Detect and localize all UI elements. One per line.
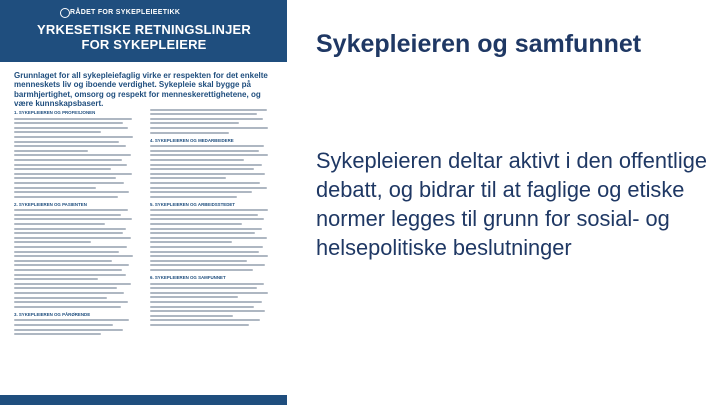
guidelines-poster-image — [0, 0, 287, 405]
poster-section-heading: 3. SYKEPLEIEREN OG PÅRØRENDE — [14, 311, 91, 317]
poster-title-line-1: YRKESETISKE RETNINGSLINJER — [37, 22, 251, 37]
poster-columns — [14, 106, 276, 396]
organization-logo-icon — [60, 8, 70, 18]
poster-title — [6, 22, 282, 52]
poster-section-heading: 2. SYKEPLEIEREN OG PASIENTEN — [14, 201, 87, 207]
poster-column-right — [150, 106, 274, 326]
poster-organization: RÅDET FOR SYKEPLEIEETIKK — [70, 9, 181, 16]
poster-section-heading: 5. SYKEPLEIEREN OG ARBEIDSSTEDET — [150, 201, 235, 207]
poster-section-heading: 4. SYKEPLEIEREN OG MEDARBEIDERE — [150, 137, 234, 143]
slide-body-text: Sykepleieren deltar aktivt i den offentlige debatt, og bidrar til at faglige og etiske normer legges til grunn for sosial- og helsepolitiske beslutninger — [316, 148, 707, 260]
poster-intro: Grunnlaget for all sykepleiefaglig virke er respekten for det enkelte menneskets liv og iboende verdighet. Sykepleie skal bygge på barmhjertighet, omsorg og respekt for menneskerettighetene, og være kunnskapsbasert. — [14, 71, 268, 109]
poster-footer — [0, 395, 287, 405]
poster-title-line-2: FOR SYKEPLEIERE — [81, 37, 207, 52]
poster-column-left — [14, 106, 138, 335]
poster-section-heading: 6. SYKEPLEIEREN OG SAMFUNNET — [150, 275, 226, 280]
poster-section-heading: 1. SYKEPLEIEREN OG PROFESJONEN — [14, 110, 96, 115]
slide-title: Sykepleieren og samfunnet — [316, 30, 642, 58]
poster-header — [0, 0, 287, 62]
